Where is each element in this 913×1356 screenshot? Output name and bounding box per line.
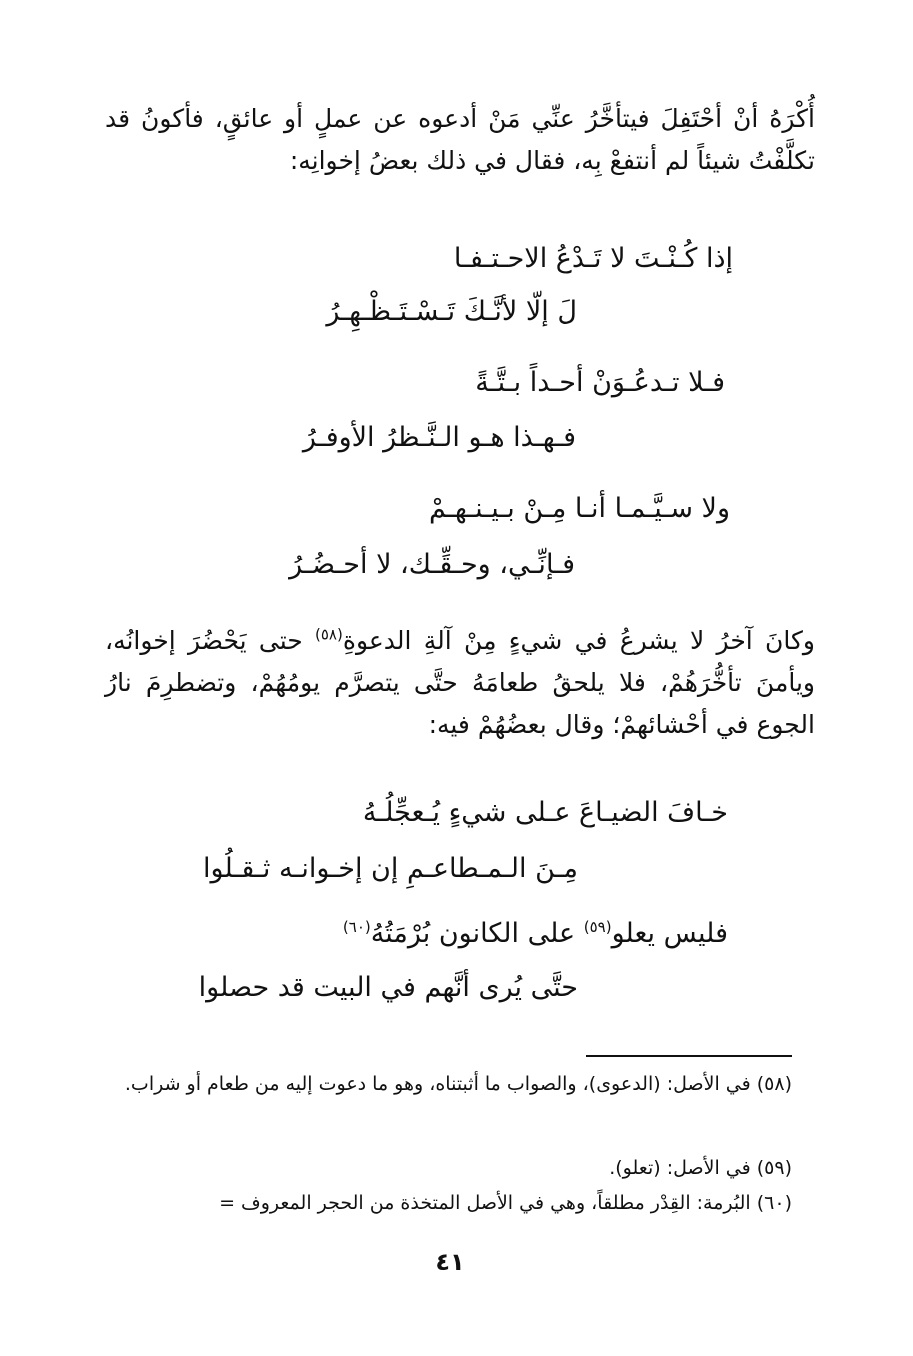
footnote-60: (٦٠) البُرمة: القِدْر مطلقاً، وهي في الأصل المتخذة من الحجر المعروف = xyxy=(219,1192,792,1214)
footnote-separator xyxy=(586,1055,792,1057)
paragraph-intro: أُكْرَهُ أنْ أحْتَفِلَ فيتأخَّرُ عنِّي مَنْ أدعوه عن عملٍ أو عائقٍ، فأكونُ قد تكلَّفْتُ شيئاً لم أنتفعْ بِه، فقال في ذلك بعضُ إخوانِه: xyxy=(105,104,815,175)
footnote-ref-60[interactable]: (٦٠) xyxy=(342,918,371,936)
poem2-line-3-text-b: على الكانون بُرْمَتُهُ xyxy=(370,918,584,949)
poem2-line-1: خـافَ الضيـاعَ عـلى شيءٍ يُـعجِّلُـهُ xyxy=(362,797,728,828)
paragraph-host-text-a: وكانَ آخرُ لا يشرعُ في شيءٍ مِنْ آلةِ الدعوةِ xyxy=(342,626,816,655)
paragraph-host-text-b: حتى يَحْضُرَ إخوانُه، ويأمنَ تأخُّرَهُمْ، فلا يلحقُ طعامَهُ حتَّى يتصرَّم يومُهُمْ، وتضطرِمَ نارُ الجوع في أحْشائهمْ؛ وقال بعضُهُمْ فيه: xyxy=(105,626,815,739)
footnote-ref-58[interactable]: (٥٨) xyxy=(315,625,343,644)
poem1-line-5: ولا سـيَّـمـا أنـا مِـنْ بـيـنـهـمْ xyxy=(428,493,730,524)
paragraph-host xyxy=(105,620,815,746)
page-number: ٤١ xyxy=(435,1248,465,1276)
poem1-line-4: فـهـذا هـو الـنَّـظرُ الأوفـرُ xyxy=(302,422,576,453)
poem2-line-4: حتَّى يُرى أنَّهم في البيت قد حصلوا xyxy=(198,972,578,1003)
poem2-line-3-text-a: فليس يعلو xyxy=(611,918,728,949)
poem1-line-2: لَ إلّا لأنَّـكَ تَـسْـتَـظْـهِـرُ xyxy=(326,296,577,327)
footnote-58: (٥٨) في الأصل: (الدعوى)، والصواب ما أثبتناه، وهو ما دعوت إليه من طعام أو شراب. xyxy=(124,1073,792,1095)
footnote-ref-59[interactable]: (٥٩) xyxy=(583,918,612,936)
poem2-line-2: مِـنَ الـمـطاعـمِ إن إخـوانـه ثـقـلُوا xyxy=(203,853,578,884)
poem2-line-3 xyxy=(343,918,728,949)
footnote-59: (٥٩) في الأصل: (تعلو). xyxy=(609,1157,792,1179)
poem1-line-3: فـلا تـدعُـوَنْ أحـداً بـتَّـةً xyxy=(475,367,725,398)
poem1-line-1: إذا كُـنْـتَ لا تَـدْعُ الاحـتـفـا xyxy=(453,243,733,274)
poem1-line-6: فـإنِّـي، وحـقِّـك، لا أحـضُـرُ xyxy=(289,549,575,580)
